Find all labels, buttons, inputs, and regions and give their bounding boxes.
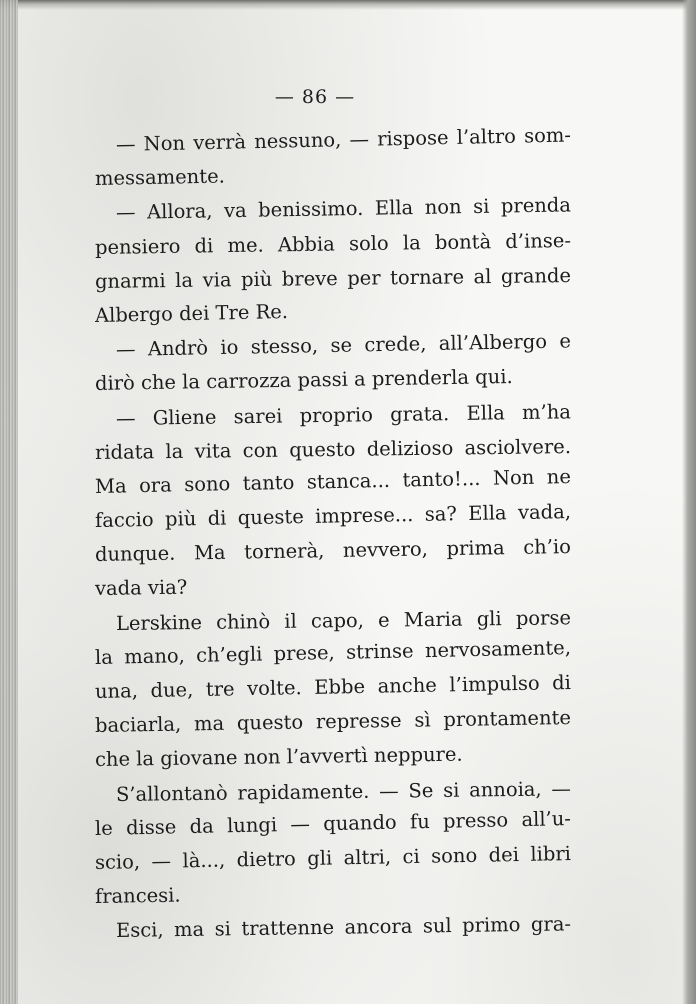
text-line: pensiero di me. Abbia solo la bontà d’inse- xyxy=(94,228,572,259)
text-line: una, due, tre volte. Ebbe anche l’impulso di xyxy=(94,671,572,703)
body-text xyxy=(94,123,572,949)
text-line: scio, — là..., dietro gli altri, ci sono dei libri xyxy=(94,841,572,874)
text-line: faccio più di queste imprese... sa? Ella vada, xyxy=(94,500,572,533)
text-line: Lerskine chinò il capo, e Maria gli porse xyxy=(115,605,572,635)
text-line: la mano, ch’egli prese, strinse nervosamente, xyxy=(94,635,572,669)
page-binding-edge xyxy=(0,0,18,1004)
text-line: S’allontanò rapidamente. — Se si annoia, — xyxy=(115,776,572,806)
text-line: Esci, ma si trattenne ancora sul primo gra- xyxy=(115,912,572,943)
text-line: dunque. Ma tornerà, nevvero, prima ch’io xyxy=(94,535,572,567)
text-line: francesi. xyxy=(94,883,181,909)
text-line: Albergo dei Tre Re. xyxy=(94,299,289,327)
text-line: messamente. xyxy=(94,164,226,191)
text-line: gnarmi la via più breve per tornare al grande xyxy=(94,263,572,293)
text-line: Ma ora sono tanto stanca... tanto!... Non ne xyxy=(94,464,572,498)
text-line: dirò che la carrozza passi a prenderla qui. xyxy=(94,365,513,396)
text-line: le disse da lungi — quando fu presso all’u- xyxy=(94,806,572,840)
text-line: — Andrò io stesso, se crede, all’Albergo e xyxy=(115,329,572,362)
text-line: — Non verrà nessuno, — rispose l’altro som- xyxy=(115,123,572,156)
text-line: — Allora, va benissimo. Ella non si prenda xyxy=(115,193,572,225)
text-line: vada via? xyxy=(94,576,188,601)
text-line: ridata la vita con questo delizioso asciolvere. xyxy=(94,434,572,464)
page-top-edge xyxy=(0,0,696,10)
text-line: che la giovane non l’avvertì neppure. xyxy=(94,742,463,772)
page-right-edge xyxy=(682,0,696,1004)
text-line: baciarla, ma questo represse sì prontamente xyxy=(94,706,572,738)
text-line: — Gliene sarei proprio grata. Ella m’ha xyxy=(115,399,572,430)
page-number: — 86 — xyxy=(274,86,356,108)
